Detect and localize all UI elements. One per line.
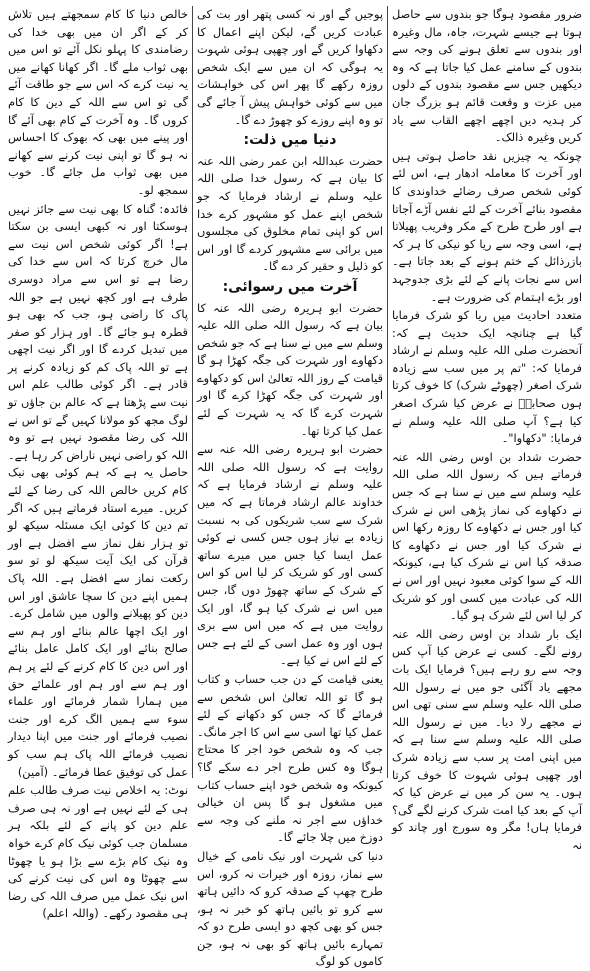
paragraph: حضرت ابو ہریرہ رضی اللہ عنہ سے روایت ہے کہ رسول اللہ صلی اللہ علیہ وسلم نے ارشاد فرمایا ہے کہ خداوند عالم ارشاد فرماتا ہے کہ میں شرک سے سب شریکوں کی بہ نسبت زیادہ بے نیاز ہوں جس کسی نے کوئی عمل ایسا کیا جس میں میرے ساتھ کسی اور کو شریک کر لیا اس کو اس کے شرک کے ساتھ چھوڑ دوں گا، جس میں اس نے شرک کیا ہو گا، اور ایک روایت میں ہے کہ میں اس سے بری ہوں اور وہ عمل اسی کے لئے ہے جس کے لئے اس نے کیا ہے۔: [197, 442, 383, 668]
paragraph: پوجیں گے اور نہ کسی پتھر اور بت کی عبادت کریں گے، لیکن اپنے اعمال کا دکھاوا کریں گے اور چھپی ہوئی شہوت یہ ہوگی کہ ان میں سے ایک شخص روزہ رکھے گا پھر اس کی خواہشات میں سے کوئی خواہش پیش آ جائے گی تو وہ اپنے روزے کو چھوڑ دے گا۔: [197, 7, 383, 127]
paragraph: ضرور مقصود ہوگا جو بندوں سے حاصل ہوتا ہے جیسے شہرت، جاہ، مال وغیرہ اور بندوں سے تعلق ہونے کی وجہ سے بندوں کے سامنے عمل کیا جاتا ہے کہ وہ دیکھیں جس سے مقصود بندوں کے دلوں میں عزت و وقعت قائم ہو بزرگ جان کر ہدیہ دیں اچھے اچھے القاب سے یاد کریں وغیرہ ذالک۔: [392, 7, 582, 145]
paragraph: نوٹ: یہ اخلاص نیت صرف طالب علم ہی کے لئے نہیں ہے اور نہ ہی صرف علم دین کو پانے کے لئے بلکہ ہر مسلمان جب کوئی نیک کام کرے خواہ وہ نیک کام بڑے سے بڑا ہو یا چھوٹا سے چھوٹا وہ اس کی نیت کرنے کی اس نیک عمل میں صرف اللہ کی رضا ہی مقصود رکھے۔ (واللہ اعلم): [8, 783, 188, 921]
paragraph: فائدہ: گناہ کا بھی نیت سے جائز نہیں ہوسکتا اور نہ کبھی ایسی بن سکتا ہے! اگر کوئی شخص اس نیت سے مال خرچ کرتا کہ اس سے خدا کی رضا ہے تو اس سے مراد دوسری طرف ہے اور کچھ نہیں ہے جو اللہ پاک کا راضی ہو، جب کہ بھی ہو قطرہ ہو جائے گا۔ اور ہزار کو صفر میں تبدیل کردے گا اور اگر نیت اچھی ہے تو اللہ پاک کم کو زیادہ کرنے پر قادر ہے۔ اگر کوئی طالب علم اس نیت سے پڑھتا ہے کہ عالم بن جاؤں تو لوگ مجھ کو مولانا کہیں گے تو اس نے اللہ کی رضا مقصود نہیں ہے تو وہ اللہ کو راضی نہیں ناراض کر رہا ہے۔ حاصل یہ ہے کہ ہم کوئی بھی نیک کام کریں خالص اللہ کی رضا کے لئے کریں۔ میرے استاد فرماتے ہیں کہ اگر تم دین کا کوئی ایک مسئلہ سیکھ لو تو ہزار نفل نماز سے افضل ہے اور قرآن کی ایک آیت سیکھ لو تو سو رکعت نماز سے افضل ہے۔ اللہ پاک ہمیں اپنے دین کا سچا عاشق اور اس دین کو پھیلانے والوں میں شامل کرے۔ اور ایک اچھا عالم بنائے اور ہم سے صالح بنائے اور ایک کامل عامل بنائے اور اس دین کا کام کرنے کے لئے پر ہم اور ہم سے اور ہم اور علمائے حق میں ہمارا شمار فرمائے اور علماء سوء سے ہمیں الگ کرے اور جنت نصیب فرمائے اور جنت میں اپنا دیدار نصیب فرمائے اللہ پاک ہم سب کو عمل کی توفیق عطا فرمائے۔ (آمین): [8, 201, 188, 779]
paragraph: یعنی قیامت کے دن جب حساب و کتاب ہو گا تو اللہ تعالیٰ اس شخص سے فرمائے گا کہ جس کو دکھانے کے لئے عمل کیا تھا اسی سے اس کا اجر مانگ۔ جب کہ وہ شخص خود اجر کا محتاج ہوگا وہ کس طرح اجر دے سکے گا؟ کیونکہ وہ شخص خود اپنے حساب کتاب میں مشغول ہو گا پس ان خیالی خداؤں سے اجر نہ ملنے کی وجہ سے دوزخ میں چلا جائے گا۔: [197, 671, 383, 845]
paragraph: حضرت شداد بن اوس رضی اللہ عنہ فرماتے ہیں کہ رسول اللہ صلی اللہ علیہ وسلم سے میں نے سنا ہے کہ جس نے دکھاوے کی نماز پڑھی اس نے شرک کیا اور جس نے دکھاوے کا روزہ رکھا اس نے شرک کیا اور جس نے دکھاوے کا صدقہ کیا اس نے شرک کیا ہے، کیونکہ اللہ کے سوا کوئی معبود نہیں اور اس نے اللہ کی عبادت میں کسی اور کو شریک کر لیا اس لئے شرک ہو گیا۔: [392, 449, 582, 623]
section-heading: آخرت میں رسوائی:: [222, 278, 358, 295]
paragraph: چونکہ یہ چیزیں نقد حاصل ہوتی ہیں اور آخرت کا معاملہ ادھار ہے، اس لئے کوئی شخص صرف رضائے خداوندی کا مقصود بنائے آخرت کے لئے نفس آڑے آجاتا ہے اور طرح طرح کے مکر وفریب پھیلاتا ہے، اسی وجہ سے ریا کو نیکی کا ہر کہ بازرذائل کے ختم ہونے کے بعد جاتا ہے۔ اس سے نجات پانے کے لئے بڑی جدوجہد اور بڑے اہتمام کی ضرورت ہے۔: [392, 148, 582, 304]
paragraph: دنیا کی شہرت اور نیک نامی کے خیال سے نماز، روزہ اور خیرات نہ کرو، اس طرح چھپ کے صدقہ کرو کہ دائیں ہاتھ سے کرو تو بائیں ہاتھ کو خبر نہ ہو، جس کو بھی کچھ دو ایسی طرح دو کہ تمہارے بائیں ہاتھ کو بھی نہ ہو، جن کاموں کو لوگ: [197, 848, 383, 969]
section-heading: دنیا میں ذلت:: [243, 132, 337, 149]
paragraph: متعدد احادیث میں ریا کو شرک فرمایا گیا ہے چنانچہ ایک حدیث ہے کہ: آنحضرت صلی اللہ علیہ وسلم نے ارشاد فرمایا کہ: "تم پر میں سب سے زیادہ شرک اصغر (چھوٹے شرک) کا خوف کرتا ہوں صحابہؓ نے عرض کیا شرک اصغر کیا ہے؟ آپ صلی اللہ علیہ وسلم نے فرمایا: "دکھاوا"۔: [392, 308, 582, 446]
column-right: [388, 6, 586, 852]
column-middle: [192, 6, 388, 969]
paragraph: حضرت عبداللہ ابن عمر رضی اللہ عنہ کا بیان ہے کہ رسول خدا صلی اللہ علیہ وسلم نے ارشاد فرمایا کہ جو شخص اپنے عمل کو مشہور کرے خدا اس کو اپنی تمام مخلوق کی مجلسوں میں برائی سے مشہور کردے گا اور اس کو ذلیل و حقیر کر دے گا۔: [197, 153, 383, 274]
column-left: [4, 6, 192, 921]
paragraph: خالص دنیا کا کام سمجھتے ہیں تلاش کر کے اگر ان میں بھی خدا کی رضامندی کا پہلو نکل آئے تو اس میں بھی ثواب ملے گا۔ اگر کھانا کھانے میں یہ نیت کرے کہ اس سے جو طاقت آئے گی تو اس سے اللہ کے دین کا کام کروں گا۔ وہ آخرت کے کام بھی آئے گا اور پینے میں بھی کہ بھوک کا احساس نہ ہو گا تو اپنی نیت کرنے سے کھانے میں بھی ثواب مل جائے گا۔ خوب سمجھ لو۔: [8, 7, 188, 197]
paragraph: ایک بار شداد بن اوس رضی اللہ عنہ رونے لگے۔ کسی نے عرض کیا آپ کس وجہ سے رو رہے ہیں؟ فرمایا ایک بات مجھے یاد آگئی جو میں نے رسول اللہ صلی اللہ علیہ وسلم سے سنی تھی اس نے مجھے رلا دیا۔ میں نے رسول اللہ صلی اللہ علیہ وسلم سے سنا ہے کہ میں اپنی امت پر سب سے زیادہ شرک اور چھپی ہوئی شہوت کا خوف کرتا ہوں۔ یہ سن کر میں نے عرض کیا کہ آپ کے بعد کیا امت شرک کرنے لگے گی؟ فرمایا ہاں! مگر وہ سورج اور چاند کو نہ: [392, 626, 582, 852]
paragraph: حضرت ابو ہریرہ رضی اللہ عنہ کا بیان ہے کہ رسول اللہ صلی اللہ علیہ وسلم سے میں نے سنا ہے کہ جو شخص دکھاوے اور شہرت کی جگہ کھڑا ہو گا قیامت کے روز اللہ تعالیٰ اس کو دکھاوے اور شہرت کی جگہ کھڑا کرے گا اور شہرت کرے گا کہ یہ شہرت کے لئے عمل کیا کرتا تھا۔: [197, 300, 383, 438]
